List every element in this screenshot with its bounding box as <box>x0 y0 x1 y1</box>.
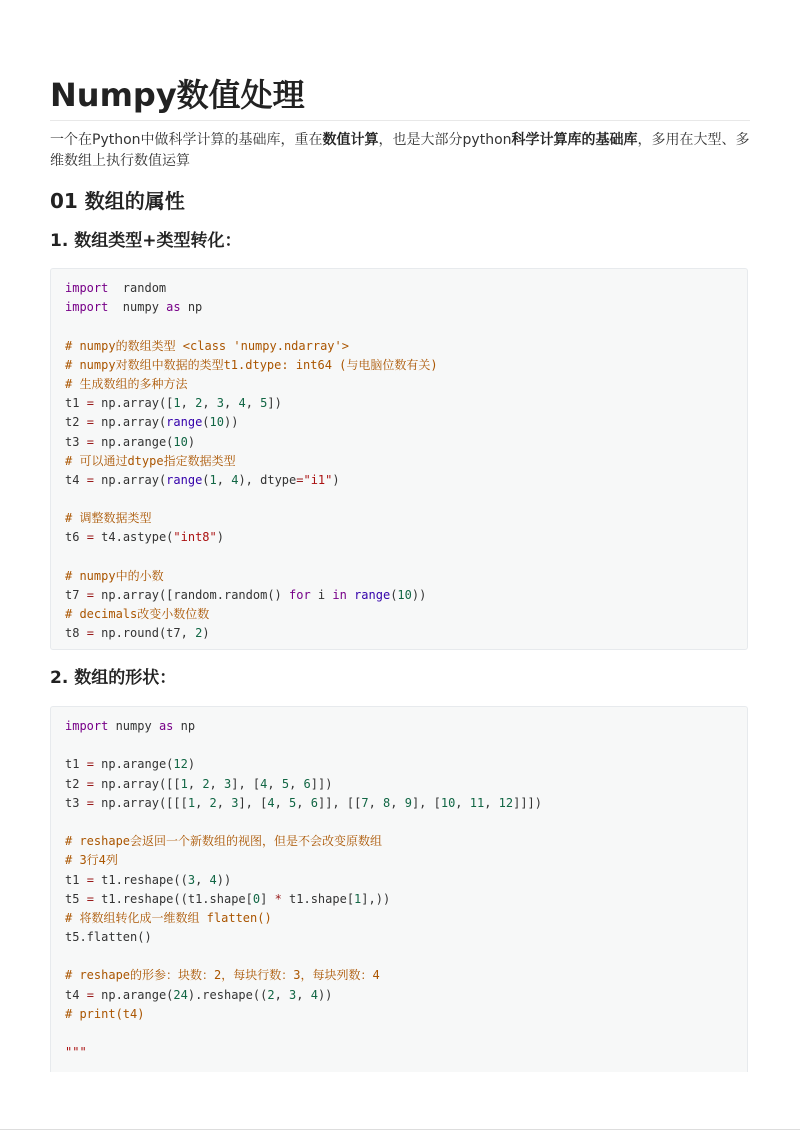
code-line <box>65 298 733 317</box>
code-line <box>65 548 733 567</box>
code-token: # 将数组转化成一维数组 flatten() <box>65 910 272 925</box>
code-block-shape <box>50 706 748 1072</box>
code-token: ]]]) <box>513 795 543 810</box>
code-token: = <box>86 434 94 449</box>
code-token: t4 <box>65 987 87 1002</box>
code-token: np.array( <box>93 415 167 430</box>
code-line <box>65 717 733 736</box>
code-token: , <box>455 795 470 810</box>
code-token: , <box>195 795 210 810</box>
code-token: = <box>86 472 94 487</box>
code-token: ).reshape(( <box>187 987 268 1002</box>
code-line <box>65 279 733 298</box>
code-token: # 生成数组的多种方法 <box>65 376 188 391</box>
code-token: np.array([random.random() <box>93 588 289 602</box>
code-token: # reshape的形参：块数：2，每块行数：3，每块列数：4 <box>65 968 380 983</box>
code-token: range <box>354 588 391 602</box>
code-token: 3 <box>216 396 225 411</box>
code-token: ) <box>216 530 224 545</box>
code-token: as <box>158 719 174 733</box>
code-token: , <box>187 776 203 791</box>
code-token: # decimals改变小数位数 <box>65 607 210 622</box>
code-token: )) <box>411 588 427 602</box>
page-title: Numpy数值处理 <box>50 72 750 121</box>
code-token: # print(t4) <box>65 1006 145 1021</box>
code-token: # numpy的数组类型 <class 'numpy.ndarray'> <box>65 338 349 353</box>
code-token: = <box>86 872 94 887</box>
code-token: as <box>166 300 181 315</box>
code-token: 3 <box>289 987 297 1002</box>
code-token: 1 <box>187 795 196 810</box>
code-line <box>65 947 733 966</box>
code-token: = <box>86 987 94 1002</box>
code-line <box>65 775 733 794</box>
code-token: )) <box>216 872 232 887</box>
code-line <box>65 1024 733 1043</box>
code-token: t1.reshape((t1.shape[ <box>93 891 253 906</box>
code-line <box>65 1005 733 1024</box>
code-token: ), dtype <box>238 472 297 487</box>
code-line <box>65 356 733 375</box>
code-token: = <box>86 530 94 545</box>
code-token: range <box>166 472 203 487</box>
code-token: , <box>180 396 196 411</box>
code-line <box>65 394 733 413</box>
code-line <box>65 890 733 909</box>
code-token: t8 <box>65 626 87 641</box>
code-token: 2 <box>202 776 210 791</box>
code-token: # 可以通过dtype指定数据类型 <box>65 453 236 468</box>
code-token: ( <box>202 472 210 487</box>
code-token: 3 <box>187 872 196 887</box>
code-token: ) <box>187 757 196 772</box>
code-token: 12 <box>173 757 188 772</box>
code-line <box>65 452 733 471</box>
code-token: t7 <box>65 588 87 602</box>
code-token: # reshape会返回一个新数组的视图，但是不会改变原数组 <box>65 834 383 849</box>
code-token: 2 <box>195 396 203 411</box>
code-token: # 3行4列 <box>65 853 118 868</box>
code-token: 4 <box>267 795 275 810</box>
code-token: 11 <box>469 795 485 810</box>
code-token: = <box>86 588 94 602</box>
intro-text-3: ，多用在大型、多维数组上执行数值运算 <box>50 132 750 169</box>
code-token: ]], [[ <box>317 795 362 810</box>
code-token: 3 <box>231 795 239 810</box>
code-token: * <box>274 891 282 906</box>
code-token: , <box>195 872 210 887</box>
code-token: 2 <box>267 987 275 1002</box>
code-token: import <box>65 719 109 733</box>
code-token: , <box>296 795 311 810</box>
code-token: ) <box>202 626 210 641</box>
code-token: = <box>296 472 304 487</box>
code-token: , <box>289 776 304 791</box>
code-token: , <box>216 472 232 487</box>
code-token: 10 <box>173 434 188 449</box>
code-line <box>65 871 733 890</box>
code-token: , <box>245 396 261 411</box>
code-token: )) <box>317 987 333 1002</box>
code-line <box>65 928 733 947</box>
code-token: # 调整数据类型 <box>65 511 152 526</box>
code-line <box>65 433 733 452</box>
code-token: import <box>65 300 109 315</box>
intro-paragraph <box>50 130 750 172</box>
section-heading: 01 数组的属性 <box>50 189 185 213</box>
code-token: ]) <box>267 396 282 411</box>
code-token: , <box>296 987 311 1002</box>
code-token: "int8" <box>173 530 217 545</box>
code-token: for <box>289 588 311 602</box>
code-token: np.array([[ <box>93 776 181 791</box>
code-token: , <box>202 396 217 411</box>
code-token: 5 <box>281 776 290 791</box>
code-token: np.arange( <box>93 757 174 772</box>
code-line <box>65 832 733 851</box>
code-token: np.array( <box>93 472 167 487</box>
code-token: , <box>216 795 232 810</box>
code-token: 6 <box>310 795 318 810</box>
intro-bold-2: 科学计算库的基础库 <box>511 132 638 148</box>
code-token: , <box>209 776 224 791</box>
code-token: 4 <box>238 396 246 411</box>
code-token: np <box>173 719 196 733</box>
code-token: t1 <box>65 757 87 772</box>
code-line <box>65 813 733 832</box>
code-line <box>65 567 733 586</box>
subheading-dtype: 1. 数组类型+类型转化： <box>50 231 242 251</box>
code-token: = <box>86 415 94 430</box>
code-line <box>65 794 733 813</box>
code-token: , <box>390 795 405 810</box>
code-token: 1 <box>209 472 217 487</box>
code-token: 4 <box>310 987 318 1002</box>
code-token: np.arange( <box>93 987 174 1002</box>
code-token: 3 <box>224 776 232 791</box>
code-token: )) <box>223 415 239 430</box>
code-token: t1 <box>65 872 87 887</box>
code-line <box>65 605 733 624</box>
code-token: ], [ <box>411 795 441 810</box>
code-token: 8 <box>383 795 391 810</box>
code-token: np.arange( <box>93 434 174 449</box>
subheading-shape: 2. 数组的形状： <box>50 668 177 688</box>
code-token: ( <box>390 588 398 602</box>
intro-bold-1: 数值计算 <box>322 132 379 148</box>
code-token: random <box>108 281 167 295</box>
code-token: numpy <box>108 719 159 733</box>
code-token: 1 <box>180 776 188 791</box>
code-token: np.array([ <box>93 396 174 411</box>
code-token: 4 <box>260 776 268 791</box>
code-token: t3 <box>65 434 87 449</box>
code-token: t1.reshape(( <box>93 872 188 887</box>
code-line <box>65 337 733 356</box>
code-token: 4 <box>231 472 239 487</box>
code-token: numpy <box>108 300 167 315</box>
code-token: 24 <box>173 987 188 1002</box>
code-line <box>65 1043 733 1062</box>
intro-text-1: 一个在Python中做科学计算的基础库，重在 <box>50 132 323 148</box>
code-token: t1.shape[ <box>281 891 355 906</box>
code-token: ], [ <box>231 776 261 791</box>
code-token: = <box>86 757 94 772</box>
code-token: = <box>86 891 94 906</box>
code-line <box>65 528 733 547</box>
code-line <box>65 413 733 432</box>
code-token: , <box>274 795 290 810</box>
code-token: , <box>274 987 290 1002</box>
code-token: ) <box>187 434 196 449</box>
code-line <box>65 909 733 928</box>
code-token: ], [ <box>238 795 268 810</box>
code-token: """ <box>65 1045 87 1060</box>
code-token: 2 <box>209 795 217 810</box>
code-line <box>65 755 733 774</box>
code-token: 7 <box>361 795 369 810</box>
code-token: t4.astype( <box>93 530 174 545</box>
code-line <box>65 471 733 490</box>
code-token: "i1" <box>303 472 333 487</box>
code-token: 12 <box>498 795 514 810</box>
intro-text-2: ，也是大部分python <box>378 132 512 148</box>
code-token: ) <box>332 472 340 487</box>
code-token: = <box>86 626 94 641</box>
code-token: # numpy中的小数 <box>65 568 164 583</box>
code-token: ( <box>202 415 210 430</box>
code-token: , <box>224 396 239 411</box>
code-line <box>65 966 733 985</box>
code-token: t2 <box>65 776 87 791</box>
code-token: 0 <box>252 891 261 906</box>
code-token: ]]) <box>310 776 333 791</box>
code-token: 6 <box>303 776 311 791</box>
code-line <box>65 736 733 755</box>
code-token: 9 <box>404 795 412 810</box>
page-bottom-rule <box>0 1129 800 1130</box>
code-block-dtype <box>50 268 748 650</box>
code-token: 5 <box>289 795 297 810</box>
code-token: 10 <box>209 415 224 430</box>
code-line <box>65 317 733 336</box>
code-token <box>347 588 354 602</box>
code-token: t2 <box>65 415 87 430</box>
code-line <box>65 490 733 509</box>
code-token: range <box>166 415 203 430</box>
code-token: = <box>86 396 94 411</box>
code-token: 1 <box>173 396 181 411</box>
code-token: import <box>65 281 109 295</box>
code-token: t5.flatten() <box>65 930 152 945</box>
code-line <box>65 509 733 528</box>
code-token: i <box>310 588 333 602</box>
code-line <box>65 986 733 1005</box>
code-token: in <box>332 588 347 602</box>
code-token: np <box>180 300 203 315</box>
code-token: np.array([[[ <box>93 795 188 810</box>
code-token: = <box>86 776 94 791</box>
code-line <box>65 624 733 643</box>
code-token: ],)) <box>361 891 391 906</box>
code-token: 2 <box>195 626 203 641</box>
code-token: ] <box>260 891 275 906</box>
code-token: = <box>86 795 94 810</box>
code-token: , <box>368 795 384 810</box>
code-token: 5 <box>260 396 268 411</box>
code-token: 4 <box>209 872 217 887</box>
code-token: 1 <box>354 891 362 906</box>
code-line <box>65 375 733 394</box>
code-token: t3 <box>65 795 87 810</box>
code-token: , <box>267 776 282 791</box>
code-token: # numpy对数组中数据的类型t1.dtype: int64 (与电脑位数有关) <box>65 357 438 372</box>
code-token: 10 <box>440 795 456 810</box>
code-token: t1 <box>65 396 87 411</box>
code-line <box>65 586 733 605</box>
code-token: , <box>484 795 499 810</box>
code-token: np.round(t7, <box>93 626 196 641</box>
code-line <box>65 851 733 870</box>
code-token: t6 <box>65 530 87 545</box>
code-token: t4 <box>65 472 87 487</box>
code-token: 10 <box>397 588 412 602</box>
code-token: t5 <box>65 891 87 906</box>
